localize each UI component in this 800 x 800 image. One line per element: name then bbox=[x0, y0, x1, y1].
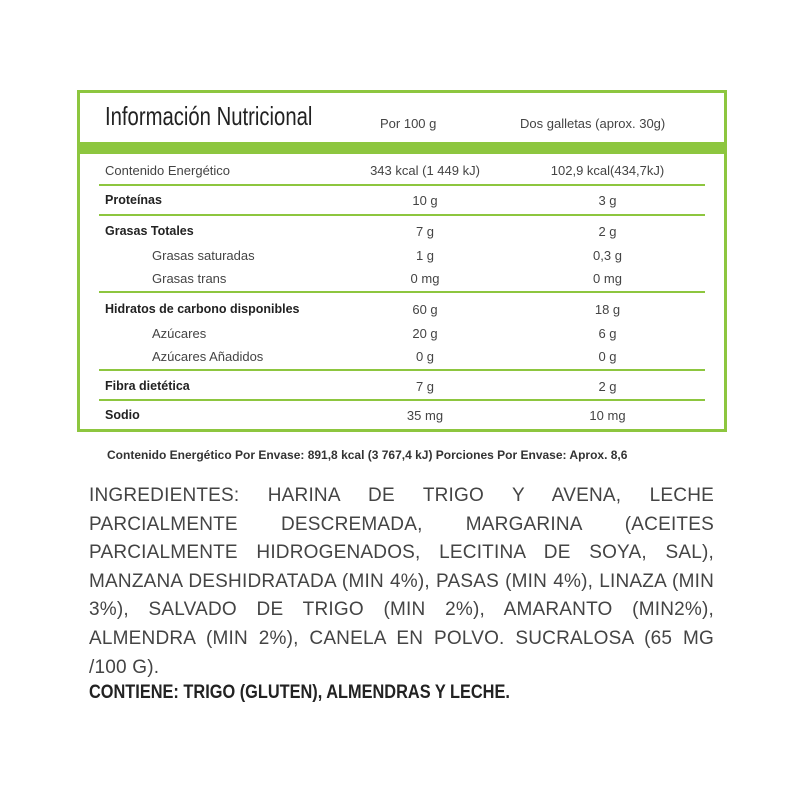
header-accent-bar bbox=[80, 142, 724, 154]
value-per-serving: 3 g bbox=[598, 193, 617, 208]
value-per-serving: 0,3 g bbox=[593, 248, 622, 263]
row-label: Sodio bbox=[105, 408, 140, 422]
table-row-proteins bbox=[80, 188, 724, 212]
table-row-saturated-fat bbox=[80, 243, 724, 267]
value-per-100g: 1 g bbox=[415, 248, 435, 263]
value-per-serving: 6 g bbox=[598, 326, 617, 341]
allergen-statement: CONTIENE: TRIGO (GLUTEN), ALMENDRAS Y LECHE. bbox=[89, 682, 510, 703]
row-divider bbox=[99, 369, 705, 371]
row-label: Contenido Energético bbox=[105, 163, 231, 178]
value-per-serving: 2 g bbox=[598, 224, 617, 239]
row-label: Azúcares bbox=[152, 326, 207, 341]
value-per-serving: 102,9 kcal(434,7kJ) bbox=[550, 163, 665, 178]
row-label: Hidratos de carbono disponibles bbox=[105, 302, 300, 316]
value-per-100g: 20 g bbox=[412, 326, 438, 341]
nutrition-facts-panel bbox=[77, 90, 727, 432]
row-divider bbox=[99, 399, 705, 401]
value-per-100g: 35 mg bbox=[406, 408, 444, 423]
row-label: Grasas Totales bbox=[105, 224, 194, 238]
table-row-total-fat bbox=[80, 219, 724, 243]
table-row-carbohydrates bbox=[80, 297, 724, 321]
nutrition-title: Información Nutricional bbox=[105, 101, 313, 131]
value-per-100g: 343 kcal (1 449 kJ) bbox=[370, 163, 480, 178]
table-row-energy bbox=[80, 158, 724, 182]
value-per-100g: 10 g bbox=[412, 193, 438, 208]
row-label: Fibra dietética bbox=[105, 379, 190, 393]
value-per-serving: 18 g bbox=[594, 302, 621, 317]
value-per-serving: 10 mg bbox=[589, 408, 626, 423]
column-header-per-serving: Dos galletas (aprox. 30g) bbox=[520, 116, 666, 131]
table-row-sodium bbox=[80, 403, 724, 427]
table-row-fiber bbox=[80, 374, 724, 398]
value-per-100g: 7 g bbox=[415, 379, 435, 394]
ingredients-text: INGREDIENTES: HARINA DE TRIGO Y AVENA, LECHE PARCIALMENTE DESCREMADA, MARGARINA (ACEITES PARCIALMENTE HIDROGENADOS, LECITINA DE SOYA, SAL), MANZANA DESHIDRATADA (MIN 4%), PASAS (MIN 4%), LINAZA (MIN 3%), SALVADO DE TRIGO (MIN 2%), AMARANTO (MIN2%), ALMENDRA (MIN 2%), CANELA EN POLVO. SUCRALOSA (65 MG /100 G). bbox=[89, 485, 714, 678]
value-per-100g: 0 mg bbox=[410, 271, 440, 286]
value-per-serving: 0 g bbox=[598, 349, 617, 364]
column-header-per-100g: Por 100 g bbox=[380, 116, 437, 131]
row-label: Proteínas bbox=[105, 193, 162, 207]
row-divider bbox=[99, 214, 705, 216]
table-row-trans-fat bbox=[80, 266, 724, 290]
value-per-100g: 7 g bbox=[415, 224, 435, 239]
value-per-serving: 2 g bbox=[598, 379, 617, 394]
value-per-100g: 0 g bbox=[415, 349, 435, 364]
row-label: Azúcares Añadidos bbox=[152, 349, 264, 364]
row-label: Grasas saturadas bbox=[152, 248, 255, 263]
table-row-added-sugars bbox=[80, 344, 724, 368]
row-divider bbox=[99, 291, 705, 293]
package-energy-footer: Contenido Energético Por Envase: 891,8 kcal (3 767,4 kJ) Porciones Por Envase: Aprox. 8,6 bbox=[107, 448, 628, 462]
table-row-sugars bbox=[80, 321, 724, 345]
value-per-serving: 0 mg bbox=[593, 271, 622, 286]
value-per-100g: 60 g bbox=[412, 302, 438, 317]
row-divider bbox=[99, 184, 705, 186]
row-label: Grasas trans bbox=[152, 271, 227, 286]
